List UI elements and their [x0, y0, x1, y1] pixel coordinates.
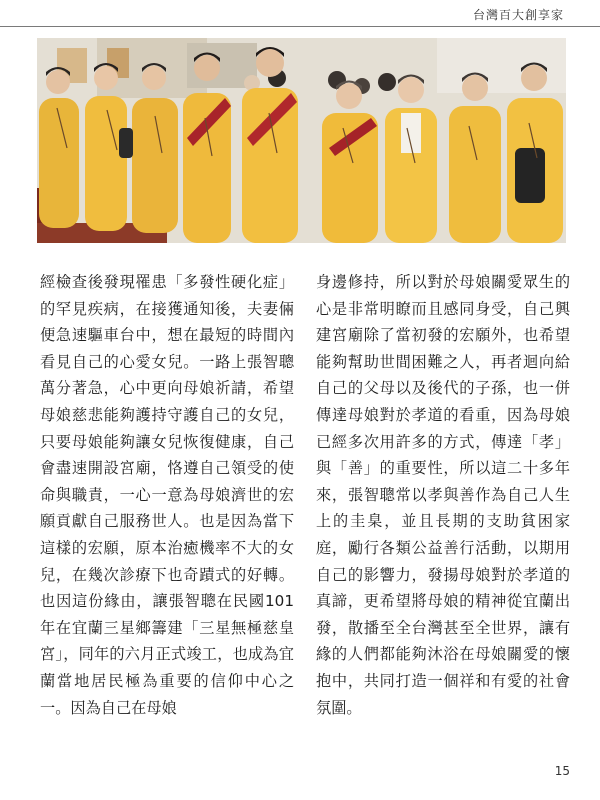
page-number: 15	[554, 764, 570, 778]
header-divider	[0, 26, 600, 27]
temple-ceremony-photo	[37, 38, 566, 243]
running-header-title: 台灣百大創享家	[472, 8, 564, 22]
article-paragraph-right: 身邊修持，所以對於母娘關愛眾生的心是非常明瞭而且感同身受，自己興建宮廟除了當初發的宏願外，也希望能夠幫助世間困難之人，再者迴向給自己的父母以及後代的子孫，也一併傳達母娘對於孝道的看重，因為母娘已經多次用許多的方式，傳達「孝」與「善」的重要性，所以這二十多年來，張智聰常以孝與善作為自己人生上的圭臬，並且長期的支助貧困家庭，勵行各類公益善行活動，以期用自己的影響力，發揚母娘對於孝道的真諦，更希望將母娘的精神從宜蘭出發，散播至全台灣甚至全世界，讓有緣的人們都能夠沐浴在母娘關愛的懷抱中，共同打造一個祥和有愛的社會氛圍。	[316, 273, 570, 717]
article-column-left	[40, 269, 294, 721]
article-paragraph-left: 經檢查後發現罹患「多發性硬化症」的罕見疾病，在接獲通知後，夫妻倆便急速驅車台中，想在最短的時間內看見自己的心愛女兒。一路上張智聰萬分著急，心中更向母娘祈請，希望母娘慈悲能夠護持守護自己的女兒，只要母娘能夠讓女兒恢復健康，自己會盡速開設宮廟，恪遵自己領受的使命與職責，一心一意為母娘濟世的宏願貢獻自己服務世人。也是因為當下這樣的宏願，原本治癒機率不大的女兒，在幾次診療下也奇蹟式的好轉。也因這份緣由，讓張智聰在民國101年在宜蘭三星鄉籌建「三星無極慈皇宮」，同年的六月正式竣工，也成為宜蘭當地居民極為重要的信仰中心之一。因為自己在母娘	[40, 273, 294, 717]
article-column-right	[316, 269, 570, 721]
